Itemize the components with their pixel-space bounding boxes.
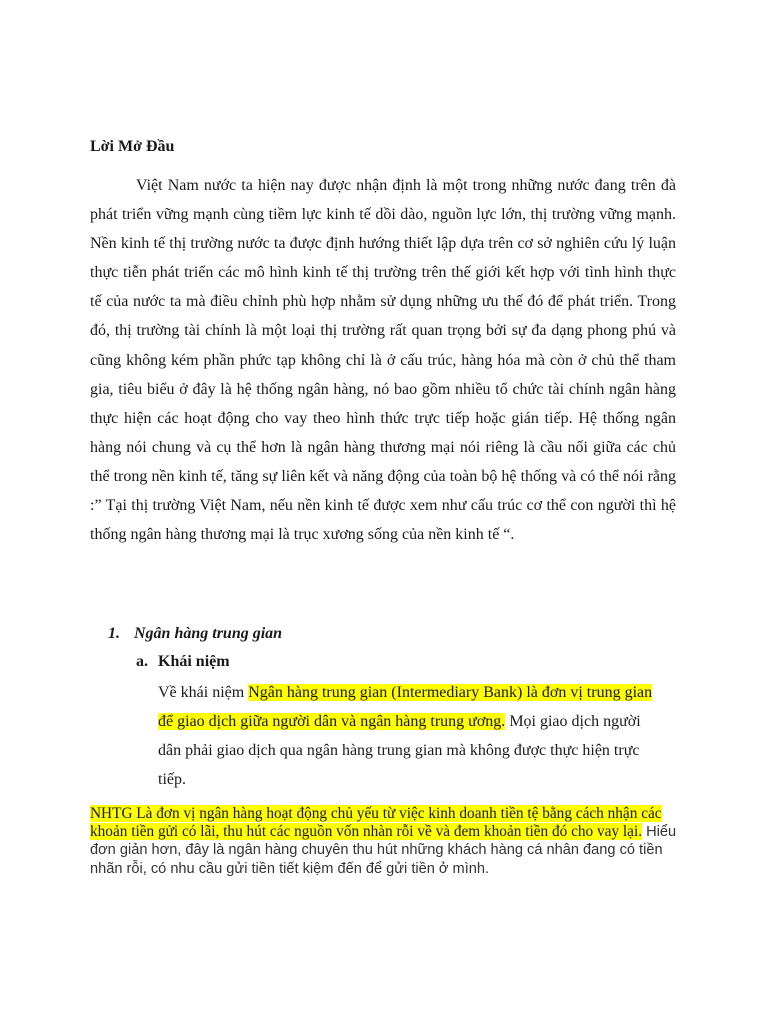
subsection-heading <box>136 653 230 671</box>
definition-highlight: Ngân hàng trung gian (Intermediary Bank) là đơn vị trung gian để giao dịch giữa người dân và ngân hàng trung ương. <box>158 684 653 730</box>
subsection-title: Khái niệm <box>158 653 230 670</box>
subsection-letter: a. <box>136 653 148 670</box>
section-number: 1. <box>108 625 120 642</box>
page-heading: Lời Mở Đầu <box>90 138 175 155</box>
section-title: Ngân hàng trung gian <box>134 625 283 642</box>
intro-paragraph: Việt Nam nước ta hiện nay được nhận định là một trong những nước đang trên đà phát triển vững mạnh cùng tiềm lực kinh tế dồi dào, nguồn lực lớn, thị trường vững mạnh. Nền kinh tế thị trường nước ta được định hướng thiết lập dựa trên cơ sở nghiên cứu lý luận thực tiễn phát triển các mô hình kinh tế thị trường trên thế giới kết hợp với tình hình thực tế của nước ta mà điều chỉnh phù hợp nhằm sử dụng những ưu thế đó để phát triển. Trong đó, thị trường tài chính là một loại thị trường rất quan trọng bởi sự đa dạng phong phú và cũng không kém phần phức tạp không chỉ là ở cấu trúc, hàng hóa mà còn ở chủ thể tham gia, tiêu biểu ở đây là hệ thống ngân hàng, nó bao gồm nhiều tổ chức tài chính ngân hàng thực hiện các hoạt động cho vay theo hình thức trực tiếp hoặc gián tiếp. Hệ thống ngân hàng nói chung và cụ thể hơn là ngân hàng thương mại nói riêng là cầu nối giữa các chủ thể trong nền kinh tế, tăng sự liên kết và năng động của toàn bộ hệ thống và có thể nói rằng :” Tại thị trường Việt Nam, nếu nền kinh tế được xem như cấu trúc cơ thể con người thì hệ thống ngân hàng thương mại là trục xương sống của nền kinh tế “. <box>90 177 676 544</box>
nhtg-rest: Hiểu đơn giản hơn, đây là ngân hàng chuyên thu hút những khách hàng cá nhân đang có tiền nhãn rỗi, có nhu cầu gửi tiền tiết kiệm đến để gửi tiền ở mình. <box>90 823 677 877</box>
nhtg-highlight: NHTG Là đơn vị ngân hàng hoạt động chủ yếu từ việc kinh doanh tiền tệ bằng cách nhận các khoản tiền gửi có lãi, thu hút các nguồn vốn nhàn rỗi về và đem khoản tiền đó cho vay lại. <box>90 805 662 840</box>
definition-prefix: Về khái niệm <box>158 684 249 701</box>
definition-rest: Mọi giao dịch người dân phải giao dịch qua ngân hàng trung gian mà không được thực hiện trực tiếp. <box>158 713 641 788</box>
nhtg-paragraph <box>90 805 690 878</box>
definition-paragraph <box>158 678 662 794</box>
section-heading <box>108 625 282 643</box>
